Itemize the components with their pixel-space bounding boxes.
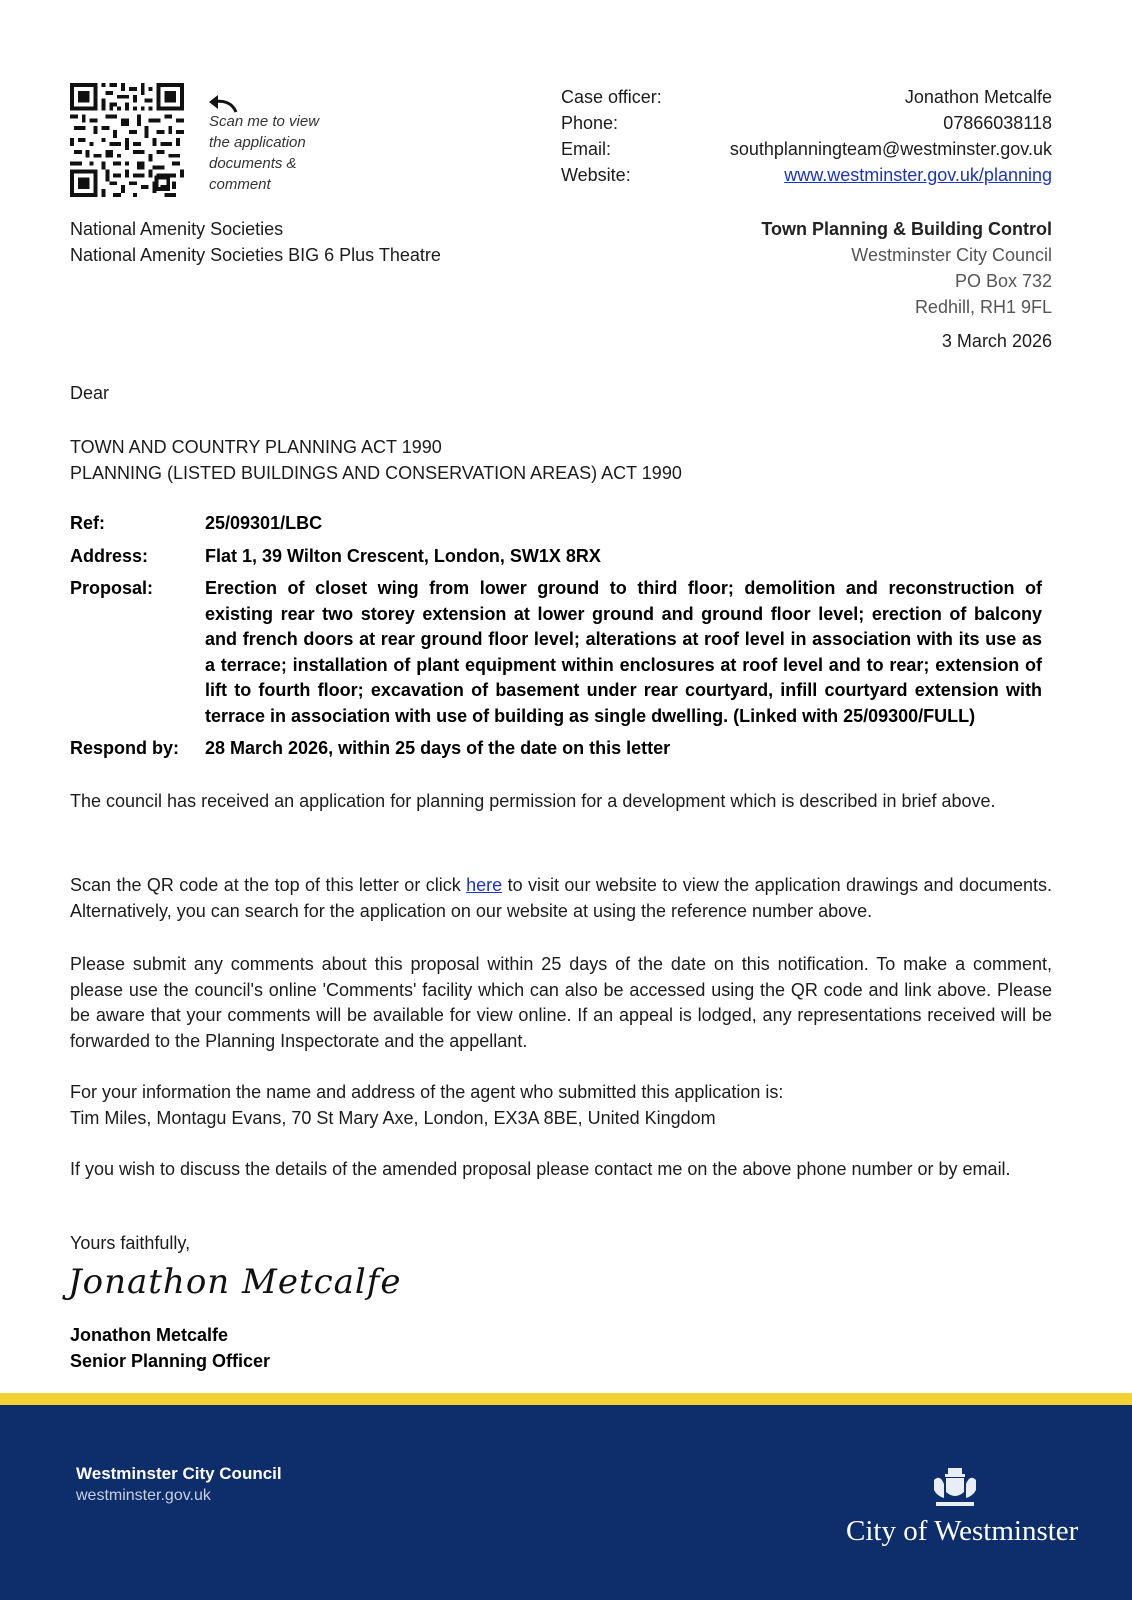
phone-row	[561, 110, 1052, 136]
proposal-value: Erection of closet wing from lower ground to third floor; demolition and reconstruction of existing rear two storey extension at lower ground and ground floor level; erection of balcony and french doors at rear ground floor level; alterations at roof level in association with its use as a terrace; installation of plant equipment within enclosures at roof level and to rear; extension of lift to fourth floor; excavation of basement under rear courtyard, infill courtyard extension with terrace in association with use of building as single dwelling. (Linked with 25/09300/FULL)	[205, 578, 1042, 726]
respond-row	[70, 736, 1042, 762]
email-row	[561, 136, 1052, 162]
phone-value: 07866038118	[943, 113, 1052, 133]
website-label: Website:	[561, 165, 631, 185]
body-paragraph-5: If you wish to discuss the details of the amended proposal please contact me on the above phone number or by email.	[70, 1159, 1011, 1179]
case-officer-label: Case officer:	[561, 87, 662, 107]
address-value: Flat 1, 39 Wilton Crescent, London, SW1X 8RX	[205, 545, 601, 566]
recipient-line-1: National Amenity Societies	[70, 219, 284, 239]
here-link[interactable]: here	[466, 875, 503, 895]
p2-text-post: to visit our website to view the application drawings and documents. Alternatively, you can search for the application on our website at using the reference number above.	[70, 875, 1052, 921]
sender-po-box: PO Box 732	[954, 271, 1052, 291]
case-officer-value: Jonathon Metcalfe	[904, 87, 1052, 107]
body-paragraph-4	[70, 1080, 1052, 1131]
footer-stripe	[0, 1393, 1132, 1405]
footer-website: westminster.gov.uk	[76, 1487, 211, 1504]
salutation: Dear	[70, 383, 110, 403]
p2-text-pre: Scan the QR code at the top of this letter or click	[70, 875, 467, 895]
contact-details	[561, 84, 1052, 188]
email-label: Email:	[561, 139, 612, 159]
sender-council: Westminster City Council	[851, 245, 1052, 265]
act-line-1: TOWN AND COUNTRY PLANNING ACT 1990	[70, 437, 442, 457]
application-details	[70, 511, 1042, 769]
website-link[interactable]: www.westminster.gov.uk/planning	[784, 165, 1052, 185]
website-row	[561, 162, 1052, 188]
footer-org-name: Westminster City Council	[76, 1464, 282, 1483]
signer-name: Jonathon Metcalfe	[70, 1325, 229, 1345]
acts-heading	[70, 434, 682, 486]
signoff: Yours faithfully,	[70, 1233, 191, 1253]
proposal-label: Proposal:	[70, 578, 154, 598]
body-paragraph-2	[70, 873, 1052, 924]
signer-title: Senior Planning Officer	[70, 1351, 271, 1371]
address-label: Address:	[70, 545, 149, 566]
agent-details: Tim Miles, Montagu Evans, 70 St Mary Axe, London, EX3A 8BE, United Kingdom	[70, 1107, 716, 1128]
qr-caption: Scan me to view the application documents & comment	[209, 113, 320, 193]
crest-icon	[928, 1466, 982, 1510]
city-of-westminster-logo: City of Westminster	[846, 1515, 1079, 1547]
recipient-line-2: National Amenity Societies BIG 6 Plus Theatre	[70, 245, 441, 265]
proposal-row	[70, 576, 1042, 729]
agent-intro: For your information the name and address of the agent who submitted this application is:	[70, 1082, 784, 1102]
phone-label: Phone:	[561, 113, 619, 133]
sender-town: Redhill, RH1 9FL	[914, 297, 1052, 317]
sender-address	[761, 216, 1052, 320]
qr-code[interactable]	[70, 83, 184, 197]
signer-block	[70, 1322, 270, 1374]
email-value: southplanningteam@westminster.gov.uk	[729, 139, 1052, 159]
ref-label: Ref:	[70, 513, 105, 533]
respond-value: 28 March 2026, within 25 days of the date on this letter	[205, 738, 671, 758]
act-line-2: PLANNING (LISTED BUILDINGS AND CONSERVATION AREAS) ACT 1990	[70, 463, 682, 483]
respond-label: Respond by:	[70, 738, 180, 758]
body-paragraph-1: The council has received an application for planning permission for a development which is described in brief above.	[70, 791, 996, 811]
address-row	[70, 544, 1042, 570]
ref-row	[70, 511, 1042, 537]
ref-value: 25/09301/LBC	[205, 513, 323, 533]
case-officer-row	[561, 84, 1052, 110]
handwritten-signature: Jonathon Metcalfe	[68, 1262, 402, 1302]
sender-department: Town Planning & Building Control	[761, 219, 1052, 239]
body-paragraph-3: Please submit any comments about this proposal within 25 days of the date on this notification. To make a comment, please use the council's online 'Comments' facility which can also be accessed using the QR code and link above. Please be aware that your comments will be available for view online. If an appeal is lodged, any representations received will be forwarded to the Planning Inspectorate and the appellant.	[70, 954, 1052, 1051]
recipient-address	[70, 216, 441, 268]
letter-date: 3 March 2026	[941, 331, 1052, 351]
